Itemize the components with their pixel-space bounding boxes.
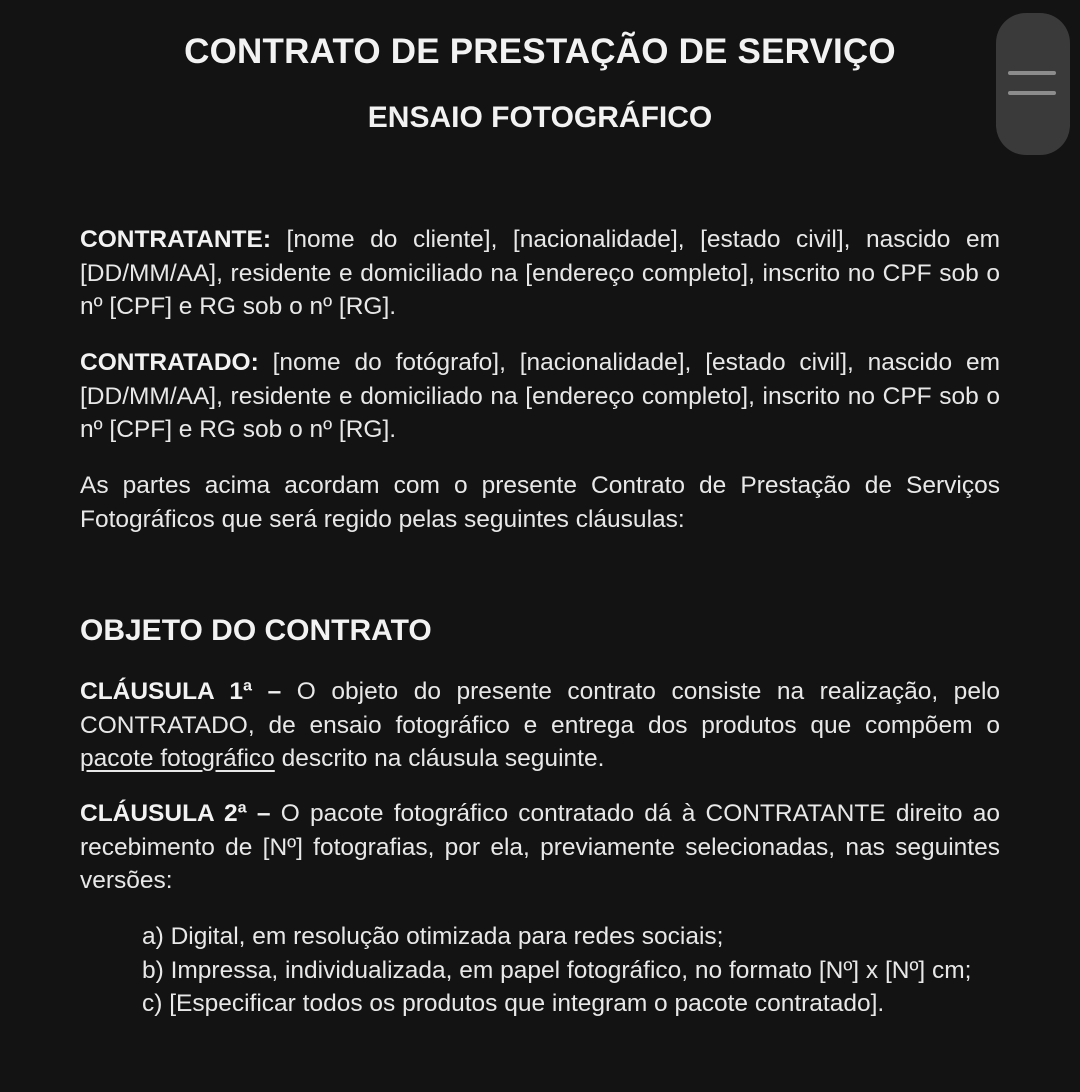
clausula-1-text: O objeto do presente contrato consiste na realização, pelo CONTRATADO, de ensaio fotográfico e entrega dos produtos que compõem o [80, 678, 1001, 739]
pacote-fotografico-link[interactable]: pacote fotográfico [80, 745, 275, 772]
document-subtitle: ENSAIO FOTOGRÁFICO [367, 101, 713, 134]
scroll-handle[interactable] [996, 13, 1070, 155]
list-item: a) Digital, em resolução otimizada para redes sociais; [142, 923, 724, 950]
clausula-1-text-end: descrito na cláusula seguinte. [274, 745, 605, 772]
document-title: CONTRATO DE PRESTAÇÃO DE SERVIÇO [184, 32, 896, 71]
contratado-label: CONTRATADO: [80, 349, 259, 376]
clausula-2-label: CLÁUSULA 2ª – [80, 800, 271, 827]
intro-paragraph: As partes acima acordam com o presente Contrato de Prestação de Serviços Fotográficos que será regido pelas seguintes cláusulas: [80, 472, 1000, 533]
clausula-2-text: O pacote fotográfico contratado dá à CONTRATANTE direito ao recebimento de [Nº] fotografias, por ela, previamente selecionadas, nas seguintes versões: [80, 800, 1000, 894]
versions-list [142, 920, 1000, 1021]
clausula-1-label: CLÁUSULA 1ª – [80, 678, 282, 705]
contratante-paragraph [80, 223, 1000, 324]
contratado-paragraph [80, 346, 1000, 447]
list-item: c) [Especificar todos os produtos que integram o pacote contratado]. [142, 990, 885, 1017]
contratante-text: [nome do cliente], [nacionalidade], [estado civil], nascido em [DD/MM/AA], residente e domiciliado na [endereço completo], inscrito no CPF sob o nº [CPF] e RG sob o nº [RG]. [80, 226, 1000, 320]
contratante-label: CONTRATANTE: [80, 226, 271, 253]
contratado-text: [nome do fotógrafo], [nacionalidade], [estado civil], nascido em [DD/MM/AA], residente e domiciliado na [endereço completo], inscrito no CPF sob o nº [CPF] e RG sob o nº [RG]. [80, 349, 1000, 443]
list-item: b) Impressa, individualizada, em papel fotográfico, no formato [Nº] x [Nº] cm; [142, 956, 972, 984]
clausula-2-paragraph [80, 797, 1000, 898]
section-heading: OBJETO DO CONTRATO [80, 614, 432, 647]
clausula-1-paragraph [80, 675, 1000, 776]
